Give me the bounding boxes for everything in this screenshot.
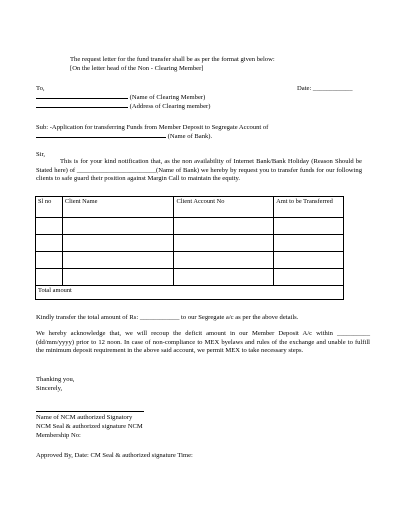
sincerely: Sincerely, (36, 385, 63, 392)
table-row (36, 269, 344, 286)
table-cell (174, 269, 274, 286)
clearing-member-name-line (36, 94, 205, 102)
salutation: Sir, (36, 151, 46, 158)
table-header-row (36, 197, 344, 218)
table-row (36, 218, 344, 235)
table-cell (174, 235, 274, 252)
to-label: To, (36, 85, 45, 92)
intro-line-1: The request letter for the fund transfer shall be as per the format given below: (70, 56, 275, 63)
thanking-you: Thanking you, (36, 376, 75, 383)
column-header: Client Account No (174, 197, 274, 218)
table-cell (36, 235, 63, 252)
table-cell (274, 235, 344, 252)
approved-by-line: Approved By, Date: CM Seal & authorized signature Time: (36, 452, 193, 459)
table-row (36, 252, 344, 269)
table-cell (36, 252, 63, 269)
table-cell (274, 269, 344, 286)
table-cell (62, 235, 174, 252)
acknowledgement-paragraph: We hereby acknowledge that, we will recoup the deficit amount in our Member Deposit A/c within __________ (dd/mm/yyyy) prior to 12 noon. In case of non-compliance to MEX byelaws and rules of the exchange and unable to fulfill the minimum deposit requirement in the above said account, we permit MEX to take necessary steps. (36, 330, 370, 355)
column-header: Client Name (62, 197, 174, 218)
clearing-member-address-line (36, 103, 210, 111)
membership-no: Membership No: (36, 432, 81, 439)
table-cell (174, 252, 274, 269)
subject-line-2 (36, 133, 212, 141)
intro-line-2: [On the letter head of the Non - Clearing Member] (70, 65, 204, 72)
table-cell (62, 269, 174, 286)
signatory-name: Name of NCM authorized Signatory (36, 414, 133, 421)
column-header: Sl no (36, 197, 63, 218)
name-of-clearing-member-label: (Name of Clearing Member) (129, 94, 206, 101)
table-cell (62, 252, 174, 269)
column-header: Amt to be Transferred (274, 197, 344, 218)
table-cell (274, 252, 344, 269)
signature-line (36, 411, 144, 412)
address-of-clearing-member-label: (Address of Clearing member) (129, 103, 211, 110)
date-label: Date: ____________ (297, 85, 353, 92)
client-transfer-table (35, 196, 344, 300)
table-cell (36, 269, 63, 286)
total-row (36, 286, 344, 300)
blank-line (36, 98, 128, 99)
table-cell (174, 218, 274, 235)
blank-line (36, 107, 128, 108)
table-cell (36, 218, 63, 235)
subject-line-1: Sub: -Application for transferring Funds from Member Deposit to Segregate Account of (36, 124, 269, 131)
table-row (36, 235, 344, 252)
table-cell (274, 218, 344, 235)
kindly-transfer-line: Kindly transfer the total amount of Rs: ____________ to our Segregate a/c as per the above details. (36, 314, 299, 321)
signatory-seal: NCM Seal & authorized signature NCM (36, 423, 143, 430)
name-of-bank-label: (Name of Bank). (167, 133, 213, 140)
blank-line (36, 137, 166, 138)
body-paragraph: This is for your kind notification that, as the non availability of Internet Bank/Bank Holiday (Reason Should be Stated here) of ________________________(Name of Bank) we hereby by request you to transfer funds for our following clients to safe guard their position against Margin Call to maintain the equity. (36, 158, 362, 183)
total-amount-label: Total amount (36, 286, 344, 300)
table-cell (62, 218, 174, 235)
